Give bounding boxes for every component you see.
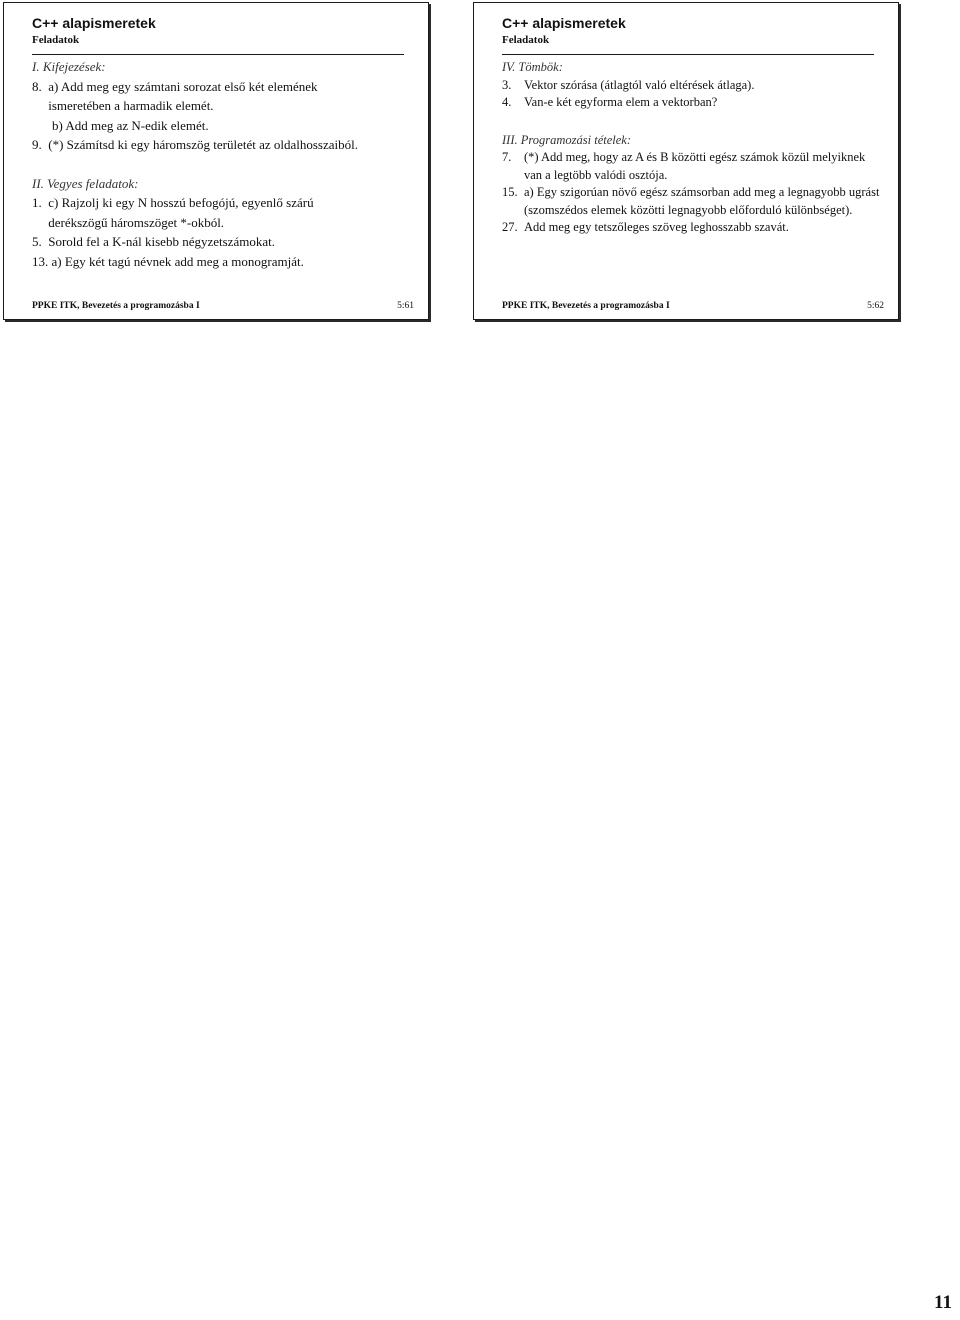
list-item <box>502 184 880 219</box>
item-number: 8. <box>32 78 49 94</box>
item-text: (*) Számítsd ki egy háromszög területét az oldalhosszaiból. <box>48 137 358 152</box>
slide-5-62 <box>473 2 899 320</box>
item-text: Vektor szórása (átlagtól való eltérések átlaga). <box>524 77 755 92</box>
item-text: Sorold fel a K-nál kisebb négyzetszámokat. <box>48 234 275 249</box>
list-item <box>502 77 880 95</box>
item-number: 9. <box>32 137 49 152</box>
list-item <box>32 135 410 155</box>
section-heading: II. Vegyes feladatok: <box>32 175 139 191</box>
item-text: (*) Add meg, hogy az A és B közötti egész számok közül melyiknek van a legtöbb valódi osztója. <box>524 150 866 182</box>
slide-subtitle: Feladatok <box>32 34 80 46</box>
list-item <box>502 219 880 237</box>
page-number: 11 <box>934 1292 952 1313</box>
section-heading: III. Programozási tételek: <box>502 132 632 147</box>
footer-slide-number: 5:62 <box>867 301 884 311</box>
item-text-line: ismeretében a harmadik elemét. <box>48 98 214 113</box>
item-number: 27. <box>502 220 518 234</box>
slide-body <box>502 59 880 237</box>
slide-body <box>32 57 410 271</box>
item-number: 15. <box>502 185 518 199</box>
section-heading: I. Kifejezések: <box>32 59 106 74</box>
footer-course: PPKE ITK, Bevezetés a programozásba I <box>32 301 200 311</box>
item-number: 5. <box>32 234 49 249</box>
footer-course: PPKE ITK, Bevezetés a programozásba I <box>502 301 670 311</box>
list-subitem: b) Add meg az N-edik elemét. <box>52 117 209 133</box>
item-number: 4. <box>502 95 512 109</box>
item-number: 3. <box>502 77 512 92</box>
slide-5-61 <box>3 2 429 320</box>
item-number: 1. <box>32 195 49 210</box>
footer-slide-number: 5:61 <box>397 301 414 311</box>
list-item <box>32 77 410 116</box>
slide-footer <box>502 299 884 313</box>
section-heading: IV. Tömbök: <box>502 60 563 74</box>
slide-header <box>502 14 874 55</box>
slide-header <box>32 14 404 55</box>
item-number: 13. <box>32 253 52 269</box>
item-text: c) Rajzolj ki egy N hosszú befogójú, egyenlő szárú derékszögű háromszöget *-okból. <box>48 195 314 230</box>
item-text-line: a) Add meg egy számtani sorozat első két elemének <box>48 78 318 94</box>
item-number: 7. <box>502 150 512 164</box>
list-item <box>32 232 410 252</box>
list-item <box>502 149 880 184</box>
slide-title: C++ alapismeretek <box>502 15 626 31</box>
slide-title: C++ alapismeretek <box>32 15 156 31</box>
item-text <box>48 77 410 116</box>
item-text: a) Egy szigorúan növő egész számsorban add meg a legnagyobb ugrást (szomszédos elemek közötti legnagyobb előforduló különbséget). <box>524 185 880 217</box>
list-item <box>502 94 880 112</box>
list-item <box>32 252 410 272</box>
slide-footer <box>32 299 414 313</box>
slide-subtitle: Feladatok <box>502 34 550 46</box>
item-text: a) Egy két tagú névnek add meg a monogramját. <box>51 253 304 269</box>
list-item <box>32 193 410 232</box>
item-text: Van-e két egyforma elem a vektorban? <box>524 95 718 109</box>
item-text: Add meg egy tetszőleges szöveg leghosszabb szavát. <box>524 220 789 234</box>
